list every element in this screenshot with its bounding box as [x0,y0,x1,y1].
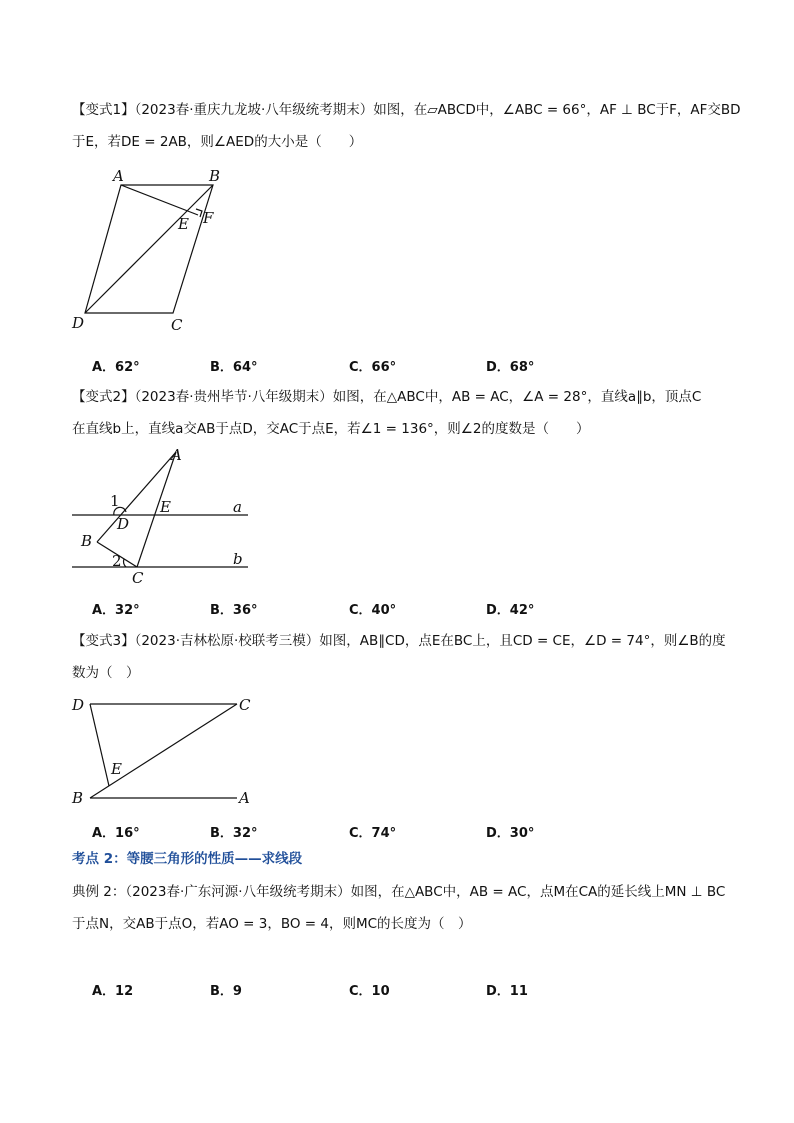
q1-option-d[interactable]: D．68° [486,360,535,375]
q1-text-line2: 于E，若DE = 2AB，则∠AED的大小是（ ） [72,134,363,150]
q1-label-e: E [178,215,189,233]
q3-label-d: D [72,696,85,714]
q1-label-a: A [113,167,124,185]
q1-option-a[interactable]: A．62° [92,360,140,375]
q2-label-d: D [117,515,130,533]
q4-text-line2: 于点N，交AB于点O，若AO = 3，BO = 4，则MC的长度为（ ） [72,916,472,932]
q3-option-a[interactable]: A．16° [92,826,140,841]
q2-option-b[interactable]: B．36° [210,603,258,618]
q1-parallelogram-figure [60,160,260,340]
q4-option-a[interactable]: A．12 [92,984,134,999]
q3-segment-cb [90,704,237,798]
q3-label-a: A [239,789,250,807]
q2-options [92,599,692,617]
q2-label-line-b: b [233,550,243,568]
q3-label-b: B [72,789,84,807]
q2-label-a: A [171,446,182,464]
q3-options [92,822,692,840]
q2-option-a[interactable]: A．32° [92,603,140,618]
q2-option-d[interactable]: D．42° [486,603,535,618]
q2-text-line2: 在直线b上，直线a交AB于点D，交AC于点E，若∠1 = 136°，则∠2的度数是（ ） [72,421,590,437]
q2-triangle-figure [60,440,260,590]
q1-text-line1: 【变式1】（2023春·重庆九龙坡·八年级统考期末）如图，在▱ABCD中，∠ABC = 66°，AF ⊥ BC于F，AF交BD [72,102,741,118]
q1-option-b[interactable]: B．64° [210,360,258,375]
q1-options [92,356,692,374]
q4-option-b[interactable]: B．9 [210,984,242,999]
q3-figure [60,690,280,820]
q3-text-line1: 【变式3】（2023·吉林松原·校联考三模）如图，AB∥CD，点E在BC上，且CD = CE，∠D = 74°，则∠B的度 [72,633,726,649]
q1-label-c: C [171,316,183,334]
q3-option-c[interactable]: C．74° [349,826,397,841]
q2-option-c[interactable]: C．40° [349,603,397,618]
section-heading: 考点 2：等腰三角形的性质——求线段 [72,851,303,867]
q2-label-line-a: a [233,498,242,516]
q4-text-line1: 典例 2：（2023春·广东河源·八年级统考期末）如图，在△ABC中，AB = AC，点M在CA的延长线上MN ⊥ BC [72,884,726,900]
q3-option-d[interactable]: D．30° [486,826,535,841]
q1-right-angle-mark [196,209,202,217]
q2-label-angle2: 2 [112,552,122,570]
q2-side-ab [97,452,176,542]
q1-label-b: B [209,167,221,185]
q4-options [92,980,692,998]
q2-label-c: C [132,569,144,587]
q1-segment-af [121,185,198,215]
q1-label-f: F [203,209,214,227]
q1-label-d: D [72,314,85,332]
q4-option-c[interactable]: C．10 [349,984,390,999]
q3-text-line2: 数为（ ） [72,665,140,681]
q1-option-c[interactable]: C．66° [349,360,397,375]
q2-label-b: B [81,532,93,550]
q3-option-b[interactable]: B．32° [210,826,258,841]
q4-option-d[interactable]: D．11 [486,984,528,999]
q3-label-c: C [239,696,251,714]
q3-segment-de [90,704,109,786]
q1-diagonal-bd [85,185,213,313]
q3-label-e: E [111,760,122,778]
q2-text-line1: 【变式2】（2023春·贵州毕节·八年级期末）如图，在△ABC中，AB = AC，∠A = 28°，直线a∥b，顶点C [72,389,702,405]
q2-label-e: E [160,498,171,516]
q2-label-angle1: 1 [110,492,120,510]
